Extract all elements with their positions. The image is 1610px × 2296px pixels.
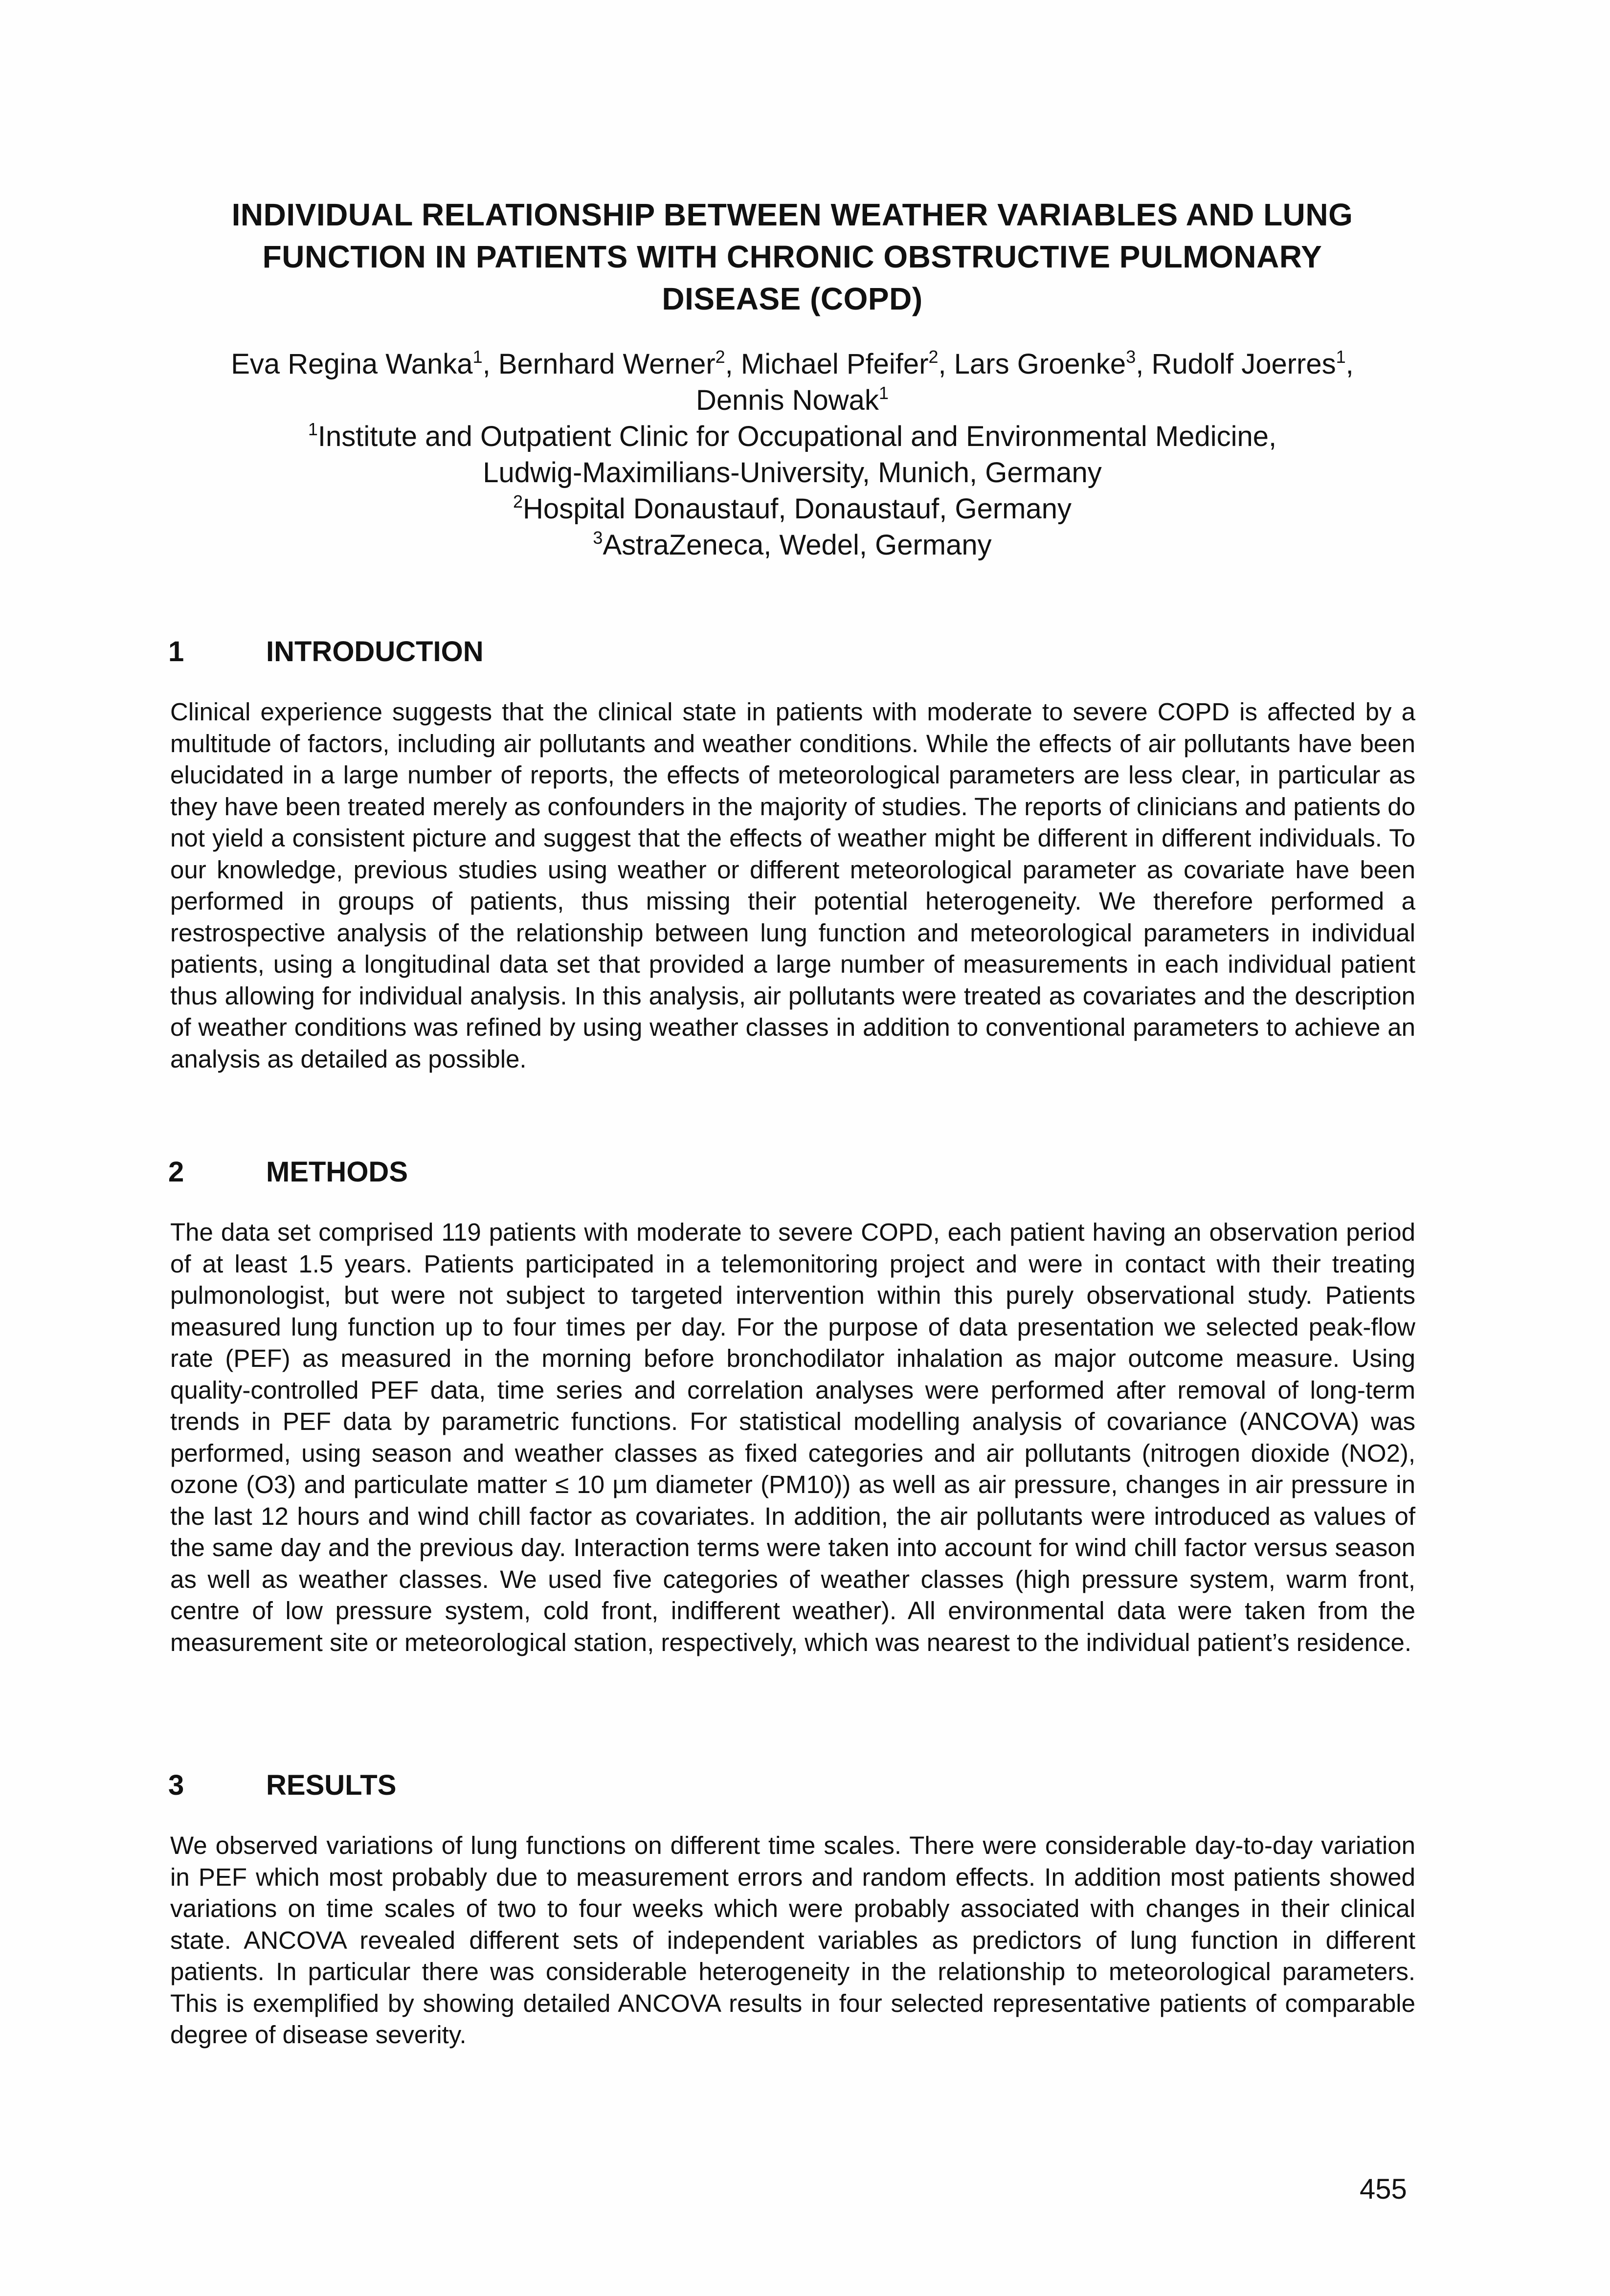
author-name: Dennis Nowak (696, 384, 879, 416)
section-title: RESULTS (266, 1769, 397, 1801)
affiliation-text: AstraZeneca, Wedel, Germany (603, 529, 992, 561)
affiliation-number: 2 (513, 491, 523, 512)
author-separator: , (1345, 348, 1354, 380)
section-heading-introduction (168, 635, 484, 669)
author-name: Bernhard Werner (498, 348, 716, 380)
section-number: 1 (168, 636, 184, 668)
author-affiliation-mark: 1 (1336, 347, 1346, 367)
author-separator: , (1136, 348, 1152, 380)
affiliation-1 (147, 419, 1438, 455)
author-affiliation-mark: 1 (878, 383, 889, 403)
affiliation-text: Institute and Outpatient Clinic for Occupational and Environmental Medicine, (317, 421, 1277, 452)
author-affiliation-mark: 3 (1126, 347, 1136, 367)
author-name: Michael Pfeifer (740, 348, 929, 380)
affiliation-2 (147, 491, 1438, 527)
affiliation-text: Hospital Donaustauf, Donaustauf, Germany (523, 493, 1072, 525)
page-number: 455 (1360, 2173, 1407, 2205)
introduction-paragraph: Clinical experience suggests that the clinical state in patients with moderate to severe COPD is affected by a multitude of factors, including air pollutants and weather conditions. While the effects of air pollutants have been elucidated in a large number of reports, the effects of meteorological parameters are less clear, in particular as they have been treated merely as confounders in the majority of studies. The reports of clinicians and patients do not yield a consistent picture and suggest that the effects of weather might be different in different individuals. To our knowledge, previous studies using weather or different meteorological parameter as covariate have been performed in groups of patients, thus missing their potential heterogeneity. We therefore performed a restrospective analysis of the relationship between lung function and meteorological parameters in individual patients, using a longitudinal data set that provided a large number of measurements in each individual patient thus allowing for individual analysis. In this analysis, air pollutants were treated as covariates and the description of weather conditions was refined by using weather classes in addition to conventional parameters to achieve an analysis as detailed as possible. (170, 698, 1415, 1073)
affiliation-text: Ludwig-Maximilians-University, Munich, Germany (483, 457, 1102, 489)
section-heading-results (168, 1768, 396, 1803)
author-affiliation-mark: 1 (472, 347, 483, 367)
results-paragraph: We observed variations of lung functions on different time scales. There were considerable day-to-day variation in PEF which most probably due to measurement errors and random effects. In addition most patients showed variations on time scales of two to four weeks which were probably associated with changes in their clinical state. ANCOVA revealed different sets of independent variables as predictors of lung function in different patients. In particular there was considerable heterogeneity in the relationship to meteorological parameters. This is exemplified by showing detailed ANCOVA results in four selected representative patients of comparable degree of disease severity. (170, 1831, 1415, 2049)
author-affiliation-mark: 2 (715, 347, 725, 367)
section-number: 2 (168, 1156, 184, 1188)
title-line-2: FUNCTION IN PATIENTS WITH CHRONIC OBSTRUCTIVE PULMONARY (262, 239, 1322, 274)
author-separator: , (725, 348, 741, 380)
author-affiliation-mark: 2 (928, 347, 939, 367)
section-title: INTRODUCTION (266, 636, 484, 668)
affiliation-1-continued (147, 455, 1438, 491)
methods-paragraph: The data set comprised 119 patients with moderate to severe COPD, each patient having an observation period of at least 1.5 years. Patients participated in a telemonitoring project and were in contact with their treating pulmonologist, but were not subject to targeted intervention within this purely observational study. Patients measured lung function up to four times per day. For the purpose of data presentation we selected peak-flow rate (PEF) as measured in the morning before bronchodilator inhalation as major outcome measure. Using quality-controlled PEF data, time series and correlation analyses were performed after removal of long-term trends in PEF data by parametric functions. For statistical modelling analysis of covariance (ANCOVA) was performed, using season and weather classes as fixed categories and air pollutants (nitrogen dioxide (NO2), ozone (O3) and particulate matter ≤ 10 µm diameter (PM10)) as well as air pressure, changes in air pressure in the last 12 hours and wind chill factor as covariates. In addition, the air pollutants were introduced as values of the same day and the previous day. Interaction terms were taken into account for wind chill factor versus season as well as weather classes. We used five categories of weather classes (high pressure system, warm front, centre of low pressure system, cold front, indifferent weather). All environmental data were taken from the measurement site or meteorological station, respectively, which was nearest to the individual patient’s residence. (170, 1218, 1415, 1656)
author-name: Rudolf Joerres (1151, 348, 1336, 380)
author-block (147, 346, 1438, 563)
author-separator: , (482, 348, 498, 380)
title-line-3: DISEASE (COPD) (662, 281, 923, 316)
author-line-2 (147, 382, 1438, 419)
affiliation-number: 1 (308, 419, 318, 439)
affiliation-number: 3 (593, 528, 603, 548)
author-line-1 (147, 346, 1438, 382)
author-name: Eva Regina Wanka (231, 348, 473, 380)
author-name: Lars Groenke (954, 348, 1126, 380)
section-title: METHODS (266, 1156, 408, 1188)
section-heading-methods (168, 1155, 408, 1189)
section-number: 3 (168, 1769, 184, 1801)
title-line-1: INDIVIDUAL RELATIONSHIP BETWEEN WEATHER VARIABLES AND LUNG (231, 197, 1353, 232)
paper-title (176, 194, 1409, 320)
affiliation-3 (147, 527, 1438, 563)
author-separator: , (938, 348, 954, 380)
